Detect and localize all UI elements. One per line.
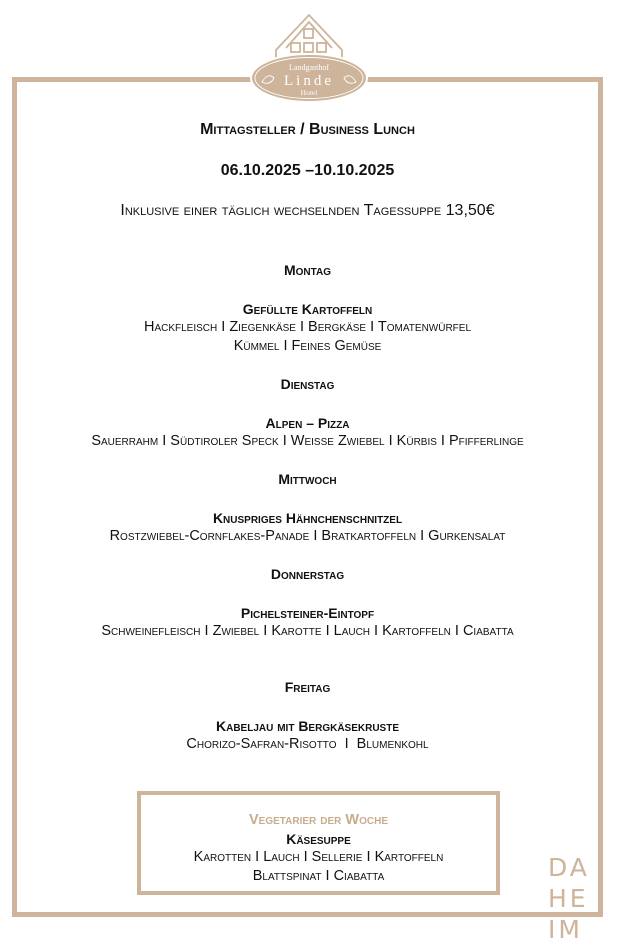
daheim-line: IM — [548, 915, 583, 944]
daheim-line: HE — [548, 884, 589, 913]
dish-name: Pichelsteiner-Eintopf — [240, 605, 375, 621]
daheim-wordmark — [548, 852, 590, 945]
dish-desc: Hackfleisch I Ziegenkäse I Bergkäse I Tomatenwürfel — [143, 319, 472, 335]
vegetarian-desc: Karotten I Lauch I Sellerie I Kartoffeln — [193, 849, 444, 865]
daheim-line: DA — [548, 853, 590, 882]
vegetarian-dish: Käsesuppe — [286, 831, 351, 847]
day-name: Donnerstag — [270, 566, 345, 582]
dish-name: Gefüllte Kartoffeln — [242, 301, 373, 317]
dish-desc: Rostzwiebel-Cornflakes-Panade I Bratkartoffeln I Gurkensalat — [109, 528, 506, 544]
day-name: Freitag — [284, 679, 331, 695]
dish-name: Knuspriges Hähnchenschnitzel — [212, 510, 403, 526]
logo-line3: Hotel — [300, 88, 318, 97]
logo-line1: Landgasthof — [289, 63, 329, 72]
day-name: Mittwoch — [278, 471, 337, 487]
dish-desc: Schweinefleisch I Zwiebel I Karotte I Lauch I Kartoffeln I Ciabatta — [101, 623, 514, 639]
vegetarian-desc: Blattspinat I Ciabatta — [252, 868, 385, 884]
day-monday — [17, 262, 598, 356]
day-wednesday — [17, 471, 598, 546]
day-friday — [17, 679, 598, 754]
hotel-logo — [246, 10, 372, 110]
logo-line2: Linde — [284, 73, 334, 89]
menu-dates: 06.10.2025 –10.10.2025 — [220, 162, 395, 179]
dish-desc: Chorizo-Safran-Risotto I Blumenkohl — [186, 736, 429, 752]
dish-name: Alpen – Pizza — [265, 415, 350, 431]
dish-name: Kabeljau mit Bergkäsekruste — [215, 718, 399, 734]
vegetarian-box — [137, 791, 500, 895]
day-name: Montag — [283, 262, 332, 278]
menu-title: Mittagsteller / Business Lunch — [200, 121, 415, 138]
day-thursday — [17, 566, 598, 641]
inclusive-note: Inklusive einer täglich wechselnden Tagessuppe 13,50€ — [120, 202, 495, 219]
day-tuesday — [17, 376, 598, 451]
dish-desc: Sauerrahm I Südtiroler Speck I Weiße Zwiebel I Kürbis I Pfifferlinge — [91, 433, 524, 449]
dish-desc: Kümmel I Feines Gemüse — [233, 338, 382, 354]
vegetarian-title: Vegetarier der Woche — [248, 812, 389, 828]
day-name: Dienstag — [280, 376, 335, 392]
